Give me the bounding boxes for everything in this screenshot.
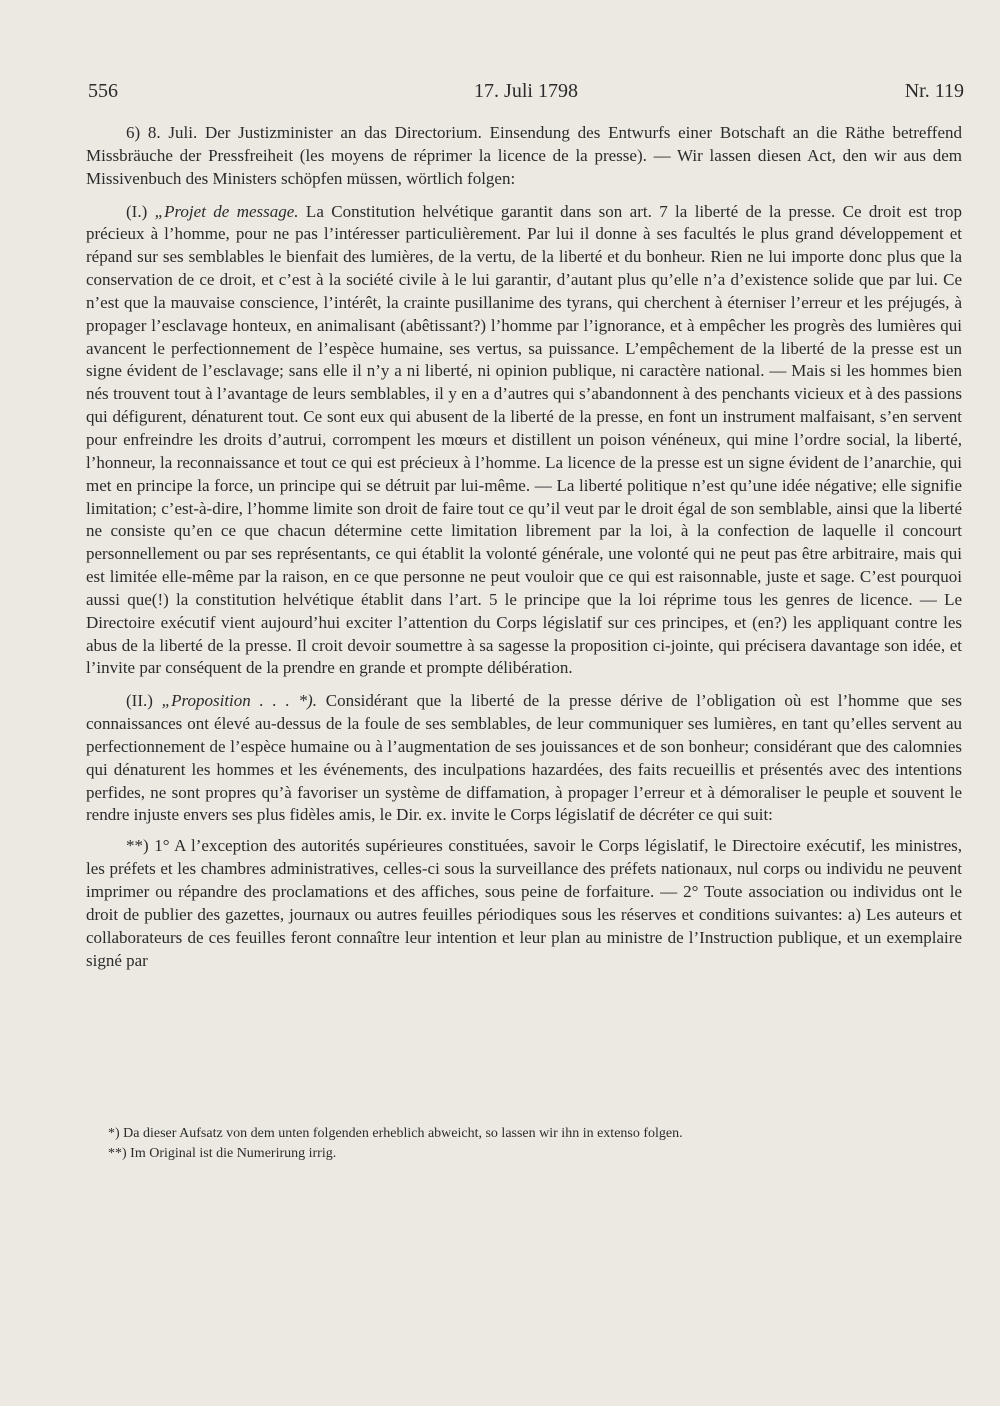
paragraph-projet-de-message — [86, 201, 962, 681]
section-title: „Proposition . . . *). — [161, 691, 317, 711]
paragraph-proposition — [86, 690, 962, 827]
paragraph-articles: **) 1° A l’exception des autorités supérieures constituées, savoir le Corps législatif, le Directoire exécutif, les ministres, les préfets et les chambres administratives, celles-ci sous la surveillance des préfets nationaux, nul corps ou individu ne peuvent imprimer ou répandre des proclamations et des affiches, sous peine de forfaiture. — 2° Toute association ou individus ont le droit de publier des gazettes, journaux ou autres feuilles périodiques sous les réserves et conditions suivantes: a) Les auteurs et collaborateurs de ces feuilles feront connaître leur intention et leur plan au ministre de l’Instruction publique, et un exemplaire signé par — [86, 836, 962, 970]
footnote: *) Da dieser Aufsatz von dem unten folgenden erheblich abweicht, so lassen wir ihn in extenso folgen. — [108, 1126, 683, 1141]
footnotes — [86, 1124, 962, 1164]
section-text: Considérant que la liberté de la presse dérive de l’obligation où est l’homme que ses connaissances ont élevé au-dessus de la foule de ses semblables, de leur communiquer ses lumières, en tant qu’elles servent au perfectionnement de l’espèce humaine ou à l’augmentation de ses jouissances et de son bonheur; considérant que des calomnies qui dénaturent les hommes et les événements, des inculpations hazardées, des faits recueillis et présentés avec des intentions perfides, ne sont propres qu’à favoriser un système de diffamation, à propager l’erreur et à démoraliser le peuple et souvent le rendre injuste envers ses plus fidèles amis, le Dir. ex. invite le Corps législatif de décréter ce qui suit: — [86, 691, 962, 825]
page-header — [88, 80, 964, 114]
section-title: „Projet de message. — [154, 201, 299, 221]
document-number: Nr. 119 — [904, 80, 964, 102]
footnote: **) Im Original ist die Numerirung irrig. — [108, 1146, 337, 1161]
section-label: (I.) — [126, 201, 155, 221]
page-number: 556 — [88, 80, 118, 102]
section-text: La Constitution helvétique garantit dans son art. 7 la liberté de la presse. Ce droit est trop précieux à l’homme, pour ne pas l’intéresser particulièrement. Par lui il donne à ses facultés le plus grand développement et répand sur ses semblables le bienfait des lumières, de la vertu, de la liberté et du bonheur. Rien ne lui importe donc plus que la conservation de ce droit, et c’est à la société civile à le lui garantir, d’autant plus qu’elle n’a d’existence solide que par lui. Ce n’est que la mauvaise conscience, l’intérêt, la crainte pusillanime des tyrans, qui cherchent à éterniser l’erreur et les préjugés, à propager l’esclavage honteux, en animalisant (abêtissant?) l’homme par l’ignorance, et à empêcher les progrès des lumières qui avancent le perfectionnement de l’espèce humaine, ses vertus, sa puissance. L’empêchement de la liberté de la presse est un signe évident de l’esclavage; sans elle il n’y a ni liberté, ni opinion publique, ni caractère national. — Mais si les hommes bien nés trouvent tout à l’avantage de leurs semblables, il y en a d’autres qui s’abandonnent à des penchants vicieux et à des passions qui défigurent, dénaturent tout. Ce sont eux qui abusent de la liberté de la presse, en font un instrument malfaisant, s’en servent pour enfreindre les droits d’autrui, corrompent les mœurs et distillent un poison vénéneux, qui mine l’ordre social, la liberté, l’honneur, la reconnaissance et tout ce qui est précieux à l’homme. La licence de la presse est un signe évident de l’anarchie, qui met en principe la force, un principe qui se détruit par lui-même. — La liberté politique n’est qu’une idée négative; elle signifie limitation; c’est-à-dire, l’homme limite son droit de faire tout ce qu’il veut par le droit égal de son semblable, ainsi que la liberté ne consiste qu’en ce que chacun détermine cette limitation librement par la loi, à la confection de laquelle il concourt personnellement ou par ses représentants, ce qui établit la volonté générale, une volonté qui ne peut pas être arbitraire, mais qui est limitée elle-même par la raison, en ce que personne ne peut vouloir que ce qui est raisonnable, juste et sage. C’est pourquoi aussi que(!) la constitution helvétique établit dans l’art. 5 le principe que la loi réprime tous les genres de licence. — Le Directoire exécutif vient aujourd’hui exciter l’attention du Corps législatif sur ces principes, et (en?) les appliquant contre les abus de la liberté de la presse. Il croit devoir soumettre à sa sagesse la proposition ci-jointe, qui précisera davantage son idée, et l’invite par conséquent de la prendre en grande et prompte délibération. — [86, 201, 962, 678]
body-text — [86, 122, 962, 972]
section-label: (II.) — [126, 691, 162, 711]
paragraph-intro: 6) 8. Juli. Der Justizminister an das Directorium. Einsendung des Entwurfs einer Botschaft an die Räthe betreffend Missbräuche der Pressfreiheit (les moyens de réprimer la licence de la presse). — Wir lassen diesen Act, den wir aus dem Missivenbuch des Ministers schöpfen müssen, wörtlich folgen: — [86, 123, 962, 188]
header-date: 17. Juli 1798 — [474, 80, 578, 102]
